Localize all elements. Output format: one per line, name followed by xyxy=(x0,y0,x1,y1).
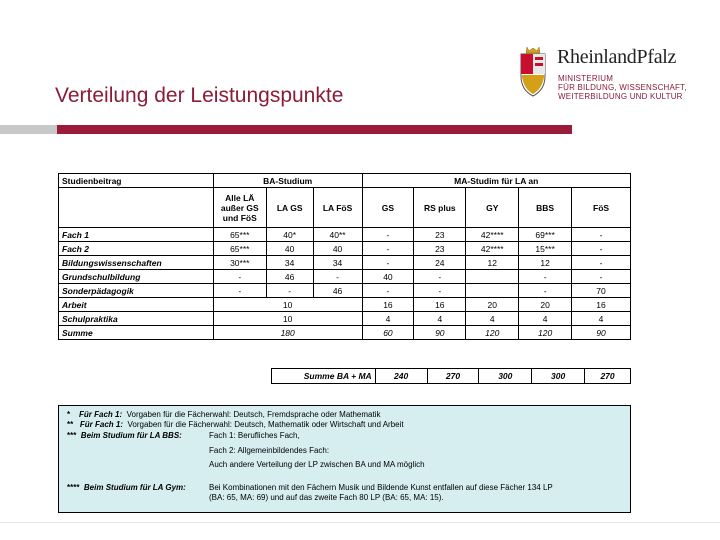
subheader-ma-rsplus: RS plus xyxy=(414,188,466,228)
subheader-ma-gy: GY xyxy=(466,188,519,228)
table-row: Fach 1 65*** 40* 40** - 23 42**** 69*** - xyxy=(59,228,631,242)
footnote-4-line2: (BA: 65, MA: 69) und auf das zweite Fach 80 LP (BA: 65, MA: 15). xyxy=(209,493,444,502)
rlp-logo xyxy=(513,44,713,110)
footnote-4-line1: Bei Kombinationen mit den Fächern Musik und Bildende Kunst entfallen auf diese Fächer 134 LP xyxy=(209,483,553,492)
footnote-4: **** Beim Studium für LA Gym: xyxy=(67,483,186,492)
bottom-divider xyxy=(0,522,720,523)
coat-of-arms-icon xyxy=(513,44,553,100)
title-band-grey xyxy=(0,125,57,134)
footnote-1: * Für Fach 1: Vorgaben für die Fächerwahl: Deutsch, Fremdsprache oder Mathematik xyxy=(67,410,381,419)
header-ma: MA-Studim für LA an xyxy=(362,174,631,188)
table-row: Fach 2 65*** 40 40 - 23 42**** 15*** - xyxy=(59,242,631,256)
subheader-ba-alle: Alle LÄ außer GS und FöS xyxy=(213,188,266,228)
subheader-ma-gs: GS xyxy=(362,188,414,228)
sum-label: Summe BA + MA xyxy=(272,369,376,384)
header-ba: BA-Studium xyxy=(213,174,362,188)
table-row-praktika: Schulpraktika 10 4 4 4 4 4 xyxy=(59,312,631,326)
table-row: Summe BA + MA 240 270 300 300 270 xyxy=(272,369,631,384)
subheader-ba-gs: LA GS xyxy=(266,188,313,228)
table-subheader-row xyxy=(59,188,631,228)
footnotes-box xyxy=(58,405,631,513)
subheader-ma-foes: FöS xyxy=(572,188,631,228)
brand-name: RheinlandPfalz xyxy=(557,46,677,68)
table-row-arbeit: Arbeit 10 16 16 20 20 16 xyxy=(59,298,631,312)
ministry-name: MINISTERIUM FÜR BILDUNG, WISSENSCHAFT, WEITERBILDUNG UND KULTUR xyxy=(558,74,687,101)
subheader-ba-foes: LA FöS xyxy=(313,188,362,228)
footnote-3-fach1: Fach 1: Berufliches Fach, xyxy=(209,431,300,440)
table-row: Grundschulbildung - 46 - 40 - - - xyxy=(59,270,631,284)
title-band-red xyxy=(57,125,572,134)
table-row: Sonderpädagogik - - 46 - - - 70 xyxy=(59,284,631,298)
table-row-summe: Summe 180 60 90 120 120 90 xyxy=(59,326,631,340)
footnote-3-fach2: Fach 2: Allgemeinbildendes Fach: xyxy=(209,446,330,455)
subheader-ma-bbs: BBS xyxy=(519,188,572,228)
page-title: Verteilung der Leistungspunkte xyxy=(55,84,344,107)
header-studienbeitrag: Studienbeitrag xyxy=(59,174,214,188)
footnote-2: ** Für Fach 1: Vorgaben für die Fächerwahl: Deutsch, Mathematik oder Wirtschaft und Arbeit xyxy=(67,420,404,429)
table-row: Bildungswissenschaften 30*** 34 34 - 24 12 12 - xyxy=(59,256,631,270)
sum-ba-ma-table xyxy=(271,368,631,384)
table-header-row xyxy=(59,174,631,188)
footnote-3-verteilung: Auch andere Verteilung der LP zwischen BA und MA möglich xyxy=(209,460,425,469)
credits-table xyxy=(58,173,631,340)
footnote-3: *** Beim Studium für LA BBS: xyxy=(67,431,182,440)
